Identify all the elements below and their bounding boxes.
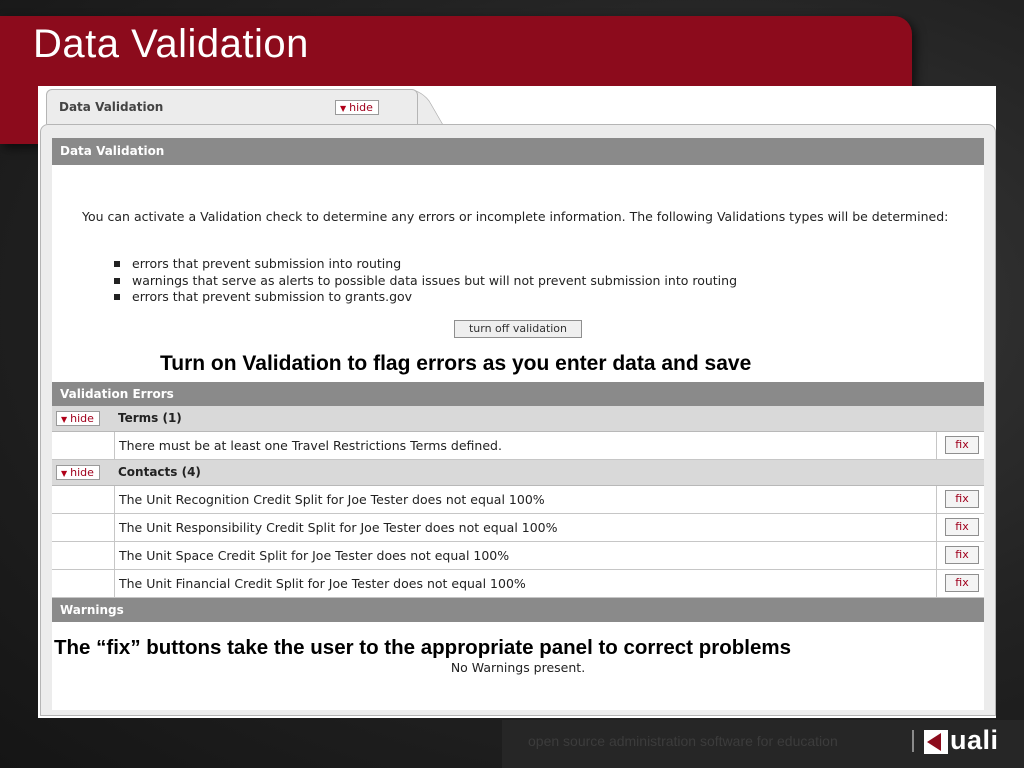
error-message: The Unit Financial Credit Split for Joe Tester does not equal 100% — [119, 576, 526, 591]
table-row — [52, 486, 984, 514]
group-label-terms: Terms (1) — [118, 411, 182, 425]
callout-turn-on-validation: Turn on Validation to flag errors as you enter data and save — [160, 352, 752, 375]
panel-content — [52, 138, 984, 710]
triangle-down-icon: ▼ — [340, 104, 347, 113]
table-row — [52, 432, 984, 460]
intro-text: You can activate a Validation check to determine any errors or incomplete information. The following Validations types will be determined: — [82, 209, 949, 224]
fix-button[interactable]: fix — [945, 490, 979, 508]
kuali-logo-text: uali — [950, 725, 999, 755]
validation-types-list — [114, 256, 737, 306]
kuali-logo-icon — [924, 730, 948, 754]
fix-button[interactable]: fix — [945, 546, 979, 564]
tab-hide-button[interactable] — [335, 100, 379, 115]
footer-tagline: open source administration software for education — [528, 733, 838, 749]
footer-separator — [912, 730, 914, 752]
group-label-contacts: Contacts (4) — [118, 465, 201, 479]
error-message: The Unit Space Credit Split for Joe Tester does not equal 100% — [119, 548, 510, 563]
group-row-terms — [52, 406, 984, 432]
turn-off-validation-button[interactable]: turn off validation — [454, 320, 582, 338]
table-row — [52, 570, 984, 598]
error-message: The Unit Responsibility Credit Split for Joe Tester does not equal 100% — [119, 520, 558, 535]
table-row — [52, 542, 984, 570]
bullet-icon — [114, 261, 120, 267]
fix-button[interactable]: fix — [945, 518, 979, 536]
list-item: errors that prevent submission into routing — [114, 256, 737, 273]
table-row — [52, 514, 984, 542]
contacts-hide-button[interactable]: ▼ hide — [56, 465, 100, 480]
terms-hide-button[interactable]: ▼ hide — [56, 411, 100, 426]
slide-title: Data Validation — [33, 22, 309, 66]
bullet-icon — [114, 278, 120, 284]
callout-fix-buttons: The “fix” buttons take the user to the appropriate panel to correct problems — [54, 636, 791, 659]
warnings-header: Warnings — [52, 598, 984, 622]
triangle-down-icon: ▼ — [61, 469, 68, 478]
no-warnings-text: No Warnings present. — [450, 660, 586, 675]
group-row-contacts — [52, 460, 984, 486]
error-message: There must be at least one Travel Restrictions Terms defined. — [119, 438, 502, 453]
list-item: warnings that serve as alerts to possible data issues but will not prevent submission into routing — [114, 273, 737, 290]
data-validation-header: Data Validation — [52, 138, 984, 165]
bullet-icon — [114, 294, 120, 300]
validation-errors-header: Validation Errors — [52, 382, 984, 406]
fix-button[interactable]: fix — [945, 574, 979, 592]
list-item: errors that prevent submission to grants.gov — [114, 289, 737, 306]
tab-label: Data Validation — [59, 100, 164, 114]
error-message: The Unit Recognition Credit Split for Joe Tester does not equal 100% — [119, 492, 545, 507]
hide-label: hide — [349, 101, 373, 114]
tab-strip — [38, 86, 996, 126]
fix-button[interactable]: fix — [945, 436, 979, 454]
triangle-down-icon: ▼ — [61, 415, 68, 424]
app-screenshot — [38, 86, 996, 718]
tab-data-validation[interactable] — [46, 89, 418, 124]
